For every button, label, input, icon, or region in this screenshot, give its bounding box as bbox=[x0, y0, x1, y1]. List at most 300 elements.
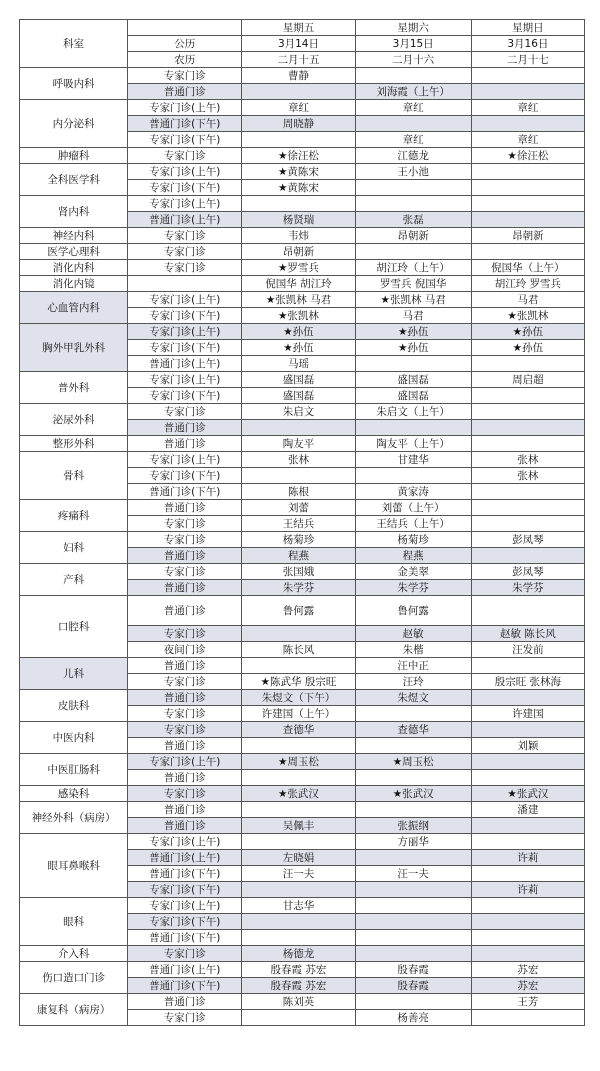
department-name: 眼耳鼻喉科 bbox=[20, 834, 128, 898]
doctor-cell bbox=[242, 802, 355, 818]
department-name: 中医内科 bbox=[20, 722, 128, 754]
clinic-type: 专家门诊(上午) bbox=[128, 898, 242, 914]
doctor-cell bbox=[242, 770, 355, 786]
doctor-cell: ★孙伍 bbox=[242, 324, 355, 340]
doctor-cell bbox=[471, 1010, 584, 1026]
doctor-cell: ★徐汪松 bbox=[242, 148, 355, 164]
clinic-type: 专家门诊(下午) bbox=[128, 882, 242, 898]
doctor-cell: 陈根 bbox=[242, 484, 355, 500]
doctor-cell bbox=[355, 770, 471, 786]
doctor-cell: 殷春霞 苏宏 bbox=[242, 978, 355, 994]
doctor-cell bbox=[471, 898, 584, 914]
department-name: 神经内科 bbox=[20, 228, 128, 244]
doctor-cell: 杨德龙 bbox=[242, 946, 355, 962]
clinic-type: 专家门诊 bbox=[128, 244, 242, 260]
clinic-type: 专家门诊 bbox=[128, 260, 242, 276]
gregorian-date: 3月15日 bbox=[355, 36, 471, 52]
clinic-type: 普通门诊(上午) bbox=[128, 962, 242, 978]
doctor-cell: 汪发前 bbox=[471, 642, 584, 658]
department-name: 全科医学科 bbox=[20, 164, 128, 196]
doctor-cell: 刘蕾（上午） bbox=[355, 500, 471, 516]
schedule-row bbox=[20, 404, 585, 420]
doctor-cell: 王小池 bbox=[355, 164, 471, 180]
doctor-cell bbox=[471, 722, 584, 738]
doctor-cell: 查德华 bbox=[355, 722, 471, 738]
doctor-cell: ★周玉松 bbox=[355, 754, 471, 770]
doctor-cell: 殷春霞 bbox=[355, 962, 471, 978]
doctor-cell bbox=[242, 468, 355, 484]
doctor-cell bbox=[471, 516, 584, 532]
doctor-cell: 周启超 bbox=[471, 372, 584, 388]
department-name: 产科 bbox=[20, 564, 128, 596]
schedule-row bbox=[20, 244, 585, 260]
doctor-cell bbox=[355, 468, 471, 484]
schedule-row bbox=[20, 68, 585, 84]
doctor-cell: 张振纲 bbox=[355, 818, 471, 834]
doctor-cell: 许建国（上午） bbox=[242, 706, 355, 722]
doctor-cell: ★孙伍 bbox=[471, 324, 584, 340]
clinic-type: 普通门诊(下午) bbox=[128, 484, 242, 500]
doctor-cell bbox=[471, 356, 584, 372]
doctor-cell: 陈刘英 bbox=[242, 994, 355, 1010]
department-name: 内分泌科 bbox=[20, 100, 128, 148]
department-name: 妇科 bbox=[20, 532, 128, 564]
doctor-cell: 张林 bbox=[471, 452, 584, 468]
doctor-cell bbox=[242, 196, 355, 212]
doctor-cell: ★孙伍 bbox=[471, 340, 584, 356]
doctor-cell: 倪国华 胡江玲 bbox=[242, 276, 355, 292]
schedule-wrapper bbox=[19, 19, 585, 1026]
doctor-cell bbox=[242, 626, 355, 642]
schedule-row bbox=[20, 962, 585, 978]
department-name: 肿瘤科 bbox=[20, 148, 128, 164]
doctor-cell: 殷春霞 苏宏 bbox=[242, 962, 355, 978]
doctor-cell bbox=[471, 68, 584, 84]
doctor-cell: 甘建华 bbox=[355, 452, 471, 468]
doctor-cell bbox=[471, 404, 584, 420]
doctor-cell: 彭凤琴 bbox=[471, 564, 584, 580]
doctor-cell bbox=[471, 548, 584, 564]
dept-column-header: 科室 bbox=[20, 20, 128, 68]
clinic-type: 专家门诊(上午) bbox=[128, 324, 242, 340]
gregorian-label: 公历 bbox=[128, 36, 242, 52]
doctor-cell: 朱启文 bbox=[242, 404, 355, 420]
doctor-cell: ★张凯林 马君 bbox=[242, 292, 355, 308]
doctor-cell bbox=[355, 244, 471, 260]
schedule-row bbox=[20, 500, 585, 516]
doctor-cell: 杨善亮 bbox=[355, 1010, 471, 1026]
doctor-cell bbox=[471, 914, 584, 930]
doctor-cell: 朱学芬 bbox=[471, 580, 584, 596]
doctor-cell bbox=[471, 690, 584, 706]
clinic-type: 专家门诊(下午) bbox=[128, 308, 242, 324]
doctor-cell bbox=[471, 930, 584, 946]
doctor-cell: 张林 bbox=[471, 468, 584, 484]
doctor-cell: 王结兵 bbox=[242, 516, 355, 532]
clinic-type: 普通门诊(上午) bbox=[128, 850, 242, 866]
department-name: 骨科 bbox=[20, 452, 128, 500]
doctor-cell bbox=[471, 180, 584, 196]
doctor-cell: 汪玲 bbox=[355, 674, 471, 690]
clinic-type: 专家门诊(下午) bbox=[128, 132, 242, 148]
department-name: 中医肛肠科 bbox=[20, 754, 128, 786]
doctor-cell: ★黄陈宋 bbox=[242, 180, 355, 196]
doctor-cell: 汪一夫 bbox=[355, 866, 471, 882]
doctor-cell: 昂朝新 bbox=[242, 244, 355, 260]
clinic-type: 夜间门诊 bbox=[128, 642, 242, 658]
doctor-cell: 汪中正 bbox=[355, 658, 471, 674]
clinic-type: 专家门诊(上午) bbox=[128, 754, 242, 770]
clinic-type: 专家门诊 bbox=[128, 404, 242, 420]
doctor-cell bbox=[355, 994, 471, 1010]
schedule-row bbox=[20, 196, 585, 212]
schedule-row bbox=[20, 532, 585, 548]
doctor-cell bbox=[471, 484, 584, 500]
doctor-cell bbox=[242, 84, 355, 100]
department-name: 消化内镜 bbox=[20, 276, 128, 292]
doctor-cell bbox=[471, 420, 584, 436]
schedule-row bbox=[20, 690, 585, 706]
doctor-cell: 甘志华 bbox=[242, 898, 355, 914]
clinic-type: 普通门诊 bbox=[128, 658, 242, 674]
doctor-cell: 吴佩丰 bbox=[242, 818, 355, 834]
doctor-cell bbox=[471, 196, 584, 212]
doctor-cell bbox=[471, 866, 584, 882]
doctor-cell bbox=[355, 930, 471, 946]
schedule-row bbox=[20, 324, 585, 340]
department-name: 口腔科 bbox=[20, 596, 128, 658]
doctor-cell: 江德龙 bbox=[355, 148, 471, 164]
doctor-cell bbox=[242, 132, 355, 148]
schedule-row bbox=[20, 260, 585, 276]
doctor-cell: 苏宏 bbox=[471, 962, 584, 978]
doctor-cell bbox=[471, 754, 584, 770]
doctor-cell bbox=[471, 946, 584, 962]
clinic-type: 普通门诊 bbox=[128, 84, 242, 100]
doctor-cell bbox=[355, 116, 471, 132]
schedule-row bbox=[20, 834, 585, 850]
doctor-cell bbox=[471, 212, 584, 228]
header-row-days bbox=[20, 20, 585, 36]
clinic-type: 普通门诊 bbox=[128, 690, 242, 706]
doctor-cell: 杨菊珍 bbox=[355, 532, 471, 548]
lunar-date: 二月十六 bbox=[355, 52, 471, 68]
doctor-cell: 程燕 bbox=[355, 548, 471, 564]
clinic-type: 普通门诊 bbox=[128, 500, 242, 516]
doctor-cell: 昂朝新 bbox=[355, 228, 471, 244]
doctor-cell: 胡江玲（上午） bbox=[355, 260, 471, 276]
clinic-type: 专家门诊 bbox=[128, 148, 242, 164]
doctor-cell bbox=[355, 738, 471, 754]
doctor-cell: 朱煜文 bbox=[355, 690, 471, 706]
doctor-cell: 陶友平（上午） bbox=[355, 436, 471, 452]
schedule-row bbox=[20, 596, 585, 626]
doctor-cell: 倪国华（上午） bbox=[471, 260, 584, 276]
clinic-type: 专家门诊(上午) bbox=[128, 452, 242, 468]
doctor-cell: ★张武汉 bbox=[242, 786, 355, 802]
clinic-type bbox=[128, 276, 242, 292]
clinic-type: 专家门诊(下午) bbox=[128, 914, 242, 930]
doctor-cell bbox=[471, 834, 584, 850]
day-header: 星期六 bbox=[355, 20, 471, 36]
clinic-type: 专家门诊 bbox=[128, 564, 242, 580]
doctor-cell: 许莉 bbox=[471, 850, 584, 866]
lunar-date: 二月十五 bbox=[242, 52, 355, 68]
clinic-type: 专家门诊(下午) bbox=[128, 388, 242, 404]
clinic-type: 专家门诊 bbox=[128, 532, 242, 548]
doctor-cell: 章红 bbox=[471, 100, 584, 116]
schedule-row bbox=[20, 658, 585, 674]
department-name: 眼科 bbox=[20, 898, 128, 946]
department-name: 胸外甲乳外科 bbox=[20, 324, 128, 372]
doctor-cell: 王结兵（上午） bbox=[355, 516, 471, 532]
doctor-cell: 殷春霞 bbox=[355, 978, 471, 994]
doctor-cell: 曹静 bbox=[242, 68, 355, 84]
schedule-row bbox=[20, 228, 585, 244]
doctor-cell bbox=[471, 116, 584, 132]
clinic-type: 普通门诊 bbox=[128, 994, 242, 1010]
doctor-cell bbox=[471, 500, 584, 516]
schedule-row bbox=[20, 372, 585, 388]
clinic-type: 普通门诊(下午) bbox=[128, 116, 242, 132]
doctor-cell: 张国娥 bbox=[242, 564, 355, 580]
doctor-cell bbox=[471, 770, 584, 786]
doctor-cell: 韦炜 bbox=[242, 228, 355, 244]
clinic-type: 专家门诊(下午) bbox=[128, 468, 242, 484]
doctor-cell: 朱启文（上午） bbox=[355, 404, 471, 420]
doctor-cell: 王芳 bbox=[471, 994, 584, 1010]
doctor-cell: 程燕 bbox=[242, 548, 355, 564]
doctor-cell: ★张凯林 bbox=[242, 308, 355, 324]
doctor-cell: 马君 bbox=[471, 292, 584, 308]
doctor-cell: ★张凯林 bbox=[471, 308, 584, 324]
clinic-type: 普通门诊 bbox=[128, 738, 242, 754]
department-name: 儿科 bbox=[20, 658, 128, 690]
doctor-cell: 盛国磊 bbox=[355, 388, 471, 404]
clinic-type: 普通门诊 bbox=[128, 818, 242, 834]
schedule-row bbox=[20, 276, 585, 292]
clinic-type: 专家门诊(上午) bbox=[128, 292, 242, 308]
doctor-cell: 周晓静 bbox=[242, 116, 355, 132]
doctor-cell: 罗雪兵 倪国华 bbox=[355, 276, 471, 292]
doctor-cell: 盛国磊 bbox=[242, 372, 355, 388]
clinic-type: 专家门诊 bbox=[128, 786, 242, 802]
department-name: 普外科 bbox=[20, 372, 128, 404]
department-name: 康复科（病房） bbox=[20, 994, 128, 1026]
doctor-cell: ★孙伍 bbox=[242, 340, 355, 356]
doctor-cell bbox=[471, 658, 584, 674]
clinic-type: 普通门诊 bbox=[128, 770, 242, 786]
doctor-cell: 章红 bbox=[471, 132, 584, 148]
doctor-cell: 刘颖 bbox=[471, 738, 584, 754]
schedule-row bbox=[20, 164, 585, 180]
doctor-cell: 潘建 bbox=[471, 802, 584, 818]
doctor-cell: ★黄陈宋 bbox=[242, 164, 355, 180]
schedule-row bbox=[20, 452, 585, 468]
clinic-type: 普通门诊 bbox=[128, 596, 242, 626]
clinic-type: 专家门诊(上午) bbox=[128, 196, 242, 212]
clinic-type: 专家门诊(上午) bbox=[128, 834, 242, 850]
doctor-cell: 杨贤瑞 bbox=[242, 212, 355, 228]
gregorian-date: 3月14日 bbox=[242, 36, 355, 52]
doctor-cell bbox=[242, 930, 355, 946]
doctor-cell: 胡江玲 罗雪兵 bbox=[471, 276, 584, 292]
schedule-row bbox=[20, 292, 585, 308]
doctor-cell: 朱学芬 bbox=[355, 580, 471, 596]
lunar-date: 二月十七 bbox=[471, 52, 584, 68]
doctor-cell: 刘蕾 bbox=[242, 500, 355, 516]
doctor-cell: ★罗雪兵 bbox=[242, 260, 355, 276]
doctor-cell: 马君 bbox=[355, 308, 471, 324]
doctor-cell: 朱学芬 bbox=[242, 580, 355, 596]
doctor-cell: 赵敏 陈长风 bbox=[471, 626, 584, 642]
doctor-cell: 赵敏 bbox=[355, 626, 471, 642]
doctor-cell: 汪一夫 bbox=[242, 866, 355, 882]
doctor-cell: ★张武汉 bbox=[471, 786, 584, 802]
doctor-cell: ★周玉松 bbox=[242, 754, 355, 770]
department-name: 医学心理科 bbox=[20, 244, 128, 260]
doctor-cell bbox=[355, 706, 471, 722]
department-name: 神经外科（病房） bbox=[20, 802, 128, 834]
doctor-cell bbox=[242, 420, 355, 436]
doctor-cell bbox=[355, 802, 471, 818]
clinic-type: 专家门诊 bbox=[128, 68, 242, 84]
clinic-type: 普通门诊 bbox=[128, 436, 242, 452]
doctor-cell bbox=[355, 68, 471, 84]
doctor-cell: ★徐汪松 bbox=[471, 148, 584, 164]
department-name: 介入科 bbox=[20, 946, 128, 962]
clinic-type: 专家门诊 bbox=[128, 722, 242, 738]
department-name: 伤口造口门诊 bbox=[20, 962, 128, 994]
doctor-cell: 许建国 bbox=[471, 706, 584, 722]
doctor-cell: 陈长风 bbox=[242, 642, 355, 658]
doctor-cell: 马瑶 bbox=[242, 356, 355, 372]
clinic-type: 专家门诊 bbox=[128, 706, 242, 722]
doctor-cell: 金美翠 bbox=[355, 564, 471, 580]
doctor-cell: 陶友平 bbox=[242, 436, 355, 452]
doctor-cell: ★陈武华 殷宗旺 bbox=[242, 674, 355, 690]
doctor-cell: 张磊 bbox=[355, 212, 471, 228]
doctor-cell: 刘海霞（上午） bbox=[355, 84, 471, 100]
doctor-cell bbox=[471, 436, 584, 452]
doctor-cell: 黄家涛 bbox=[355, 484, 471, 500]
clinic-type: 普通门诊(下午) bbox=[128, 930, 242, 946]
clinic-type: 普通门诊 bbox=[128, 580, 242, 596]
clinic-type: 专家门诊 bbox=[128, 228, 242, 244]
clinic-type: 专家门诊(下午) bbox=[128, 340, 242, 356]
doctor-cell: 苏宏 bbox=[471, 978, 584, 994]
clinic-type: 普通门诊(下午) bbox=[128, 866, 242, 882]
schedule-row bbox=[20, 754, 585, 770]
doctor-cell bbox=[471, 244, 584, 260]
clinic-type: 专家门诊(上午) bbox=[128, 372, 242, 388]
doctor-cell: 朱煜文（下午） bbox=[242, 690, 355, 706]
doctor-cell bbox=[242, 882, 355, 898]
department-name: 肾内科 bbox=[20, 196, 128, 228]
department-name: 疼痛科 bbox=[20, 500, 128, 532]
gregorian-date: 3月16日 bbox=[471, 36, 584, 52]
clinic-schedule-table bbox=[19, 19, 585, 1026]
doctor-cell: 方丽华 bbox=[355, 834, 471, 850]
doctor-cell bbox=[242, 834, 355, 850]
doctor-cell: ★孙伍 bbox=[355, 324, 471, 340]
doctor-cell bbox=[242, 738, 355, 754]
doctor-cell bbox=[471, 596, 584, 626]
doctor-cell: 盛国磊 bbox=[355, 372, 471, 388]
doctor-cell bbox=[242, 1010, 355, 1026]
clinic-type: 普通门诊(上午) bbox=[128, 356, 242, 372]
doctor-cell bbox=[242, 658, 355, 674]
doctor-cell bbox=[355, 196, 471, 212]
doctor-cell bbox=[355, 946, 471, 962]
clinic-type: 专家门诊 bbox=[128, 626, 242, 642]
doctor-cell bbox=[355, 850, 471, 866]
header-blank-cell bbox=[128, 20, 242, 36]
doctor-cell bbox=[242, 914, 355, 930]
schedule-row bbox=[20, 564, 585, 580]
lunar-label: 农历 bbox=[128, 52, 242, 68]
doctor-cell bbox=[355, 914, 471, 930]
doctor-cell bbox=[471, 164, 584, 180]
schedule-row bbox=[20, 898, 585, 914]
doctor-cell: 许莉 bbox=[471, 882, 584, 898]
doctor-cell: 彭凤琴 bbox=[471, 532, 584, 548]
doctor-cell: ★孙伍 bbox=[355, 340, 471, 356]
doctor-cell: ★张武汉 bbox=[355, 786, 471, 802]
doctor-cell bbox=[471, 388, 584, 404]
doctor-cell: 昂朝新 bbox=[471, 228, 584, 244]
doctor-cell: 鲁何露 bbox=[355, 596, 471, 626]
schedule-row bbox=[20, 994, 585, 1010]
day-header: 星期五 bbox=[242, 20, 355, 36]
clinic-type: 专家门诊 bbox=[128, 946, 242, 962]
schedule-row bbox=[20, 946, 585, 962]
day-header: 星期日 bbox=[471, 20, 584, 36]
doctor-cell bbox=[355, 882, 471, 898]
schedule-row bbox=[20, 100, 585, 116]
doctor-cell bbox=[355, 898, 471, 914]
clinic-type: 专家门诊 bbox=[128, 674, 242, 690]
clinic-type: 专家门诊 bbox=[128, 516, 242, 532]
clinic-type: 普通门诊 bbox=[128, 420, 242, 436]
department-name: 泌尿外科 bbox=[20, 404, 128, 436]
clinic-type: 专家门诊(上午) bbox=[128, 100, 242, 116]
department-name: 整形外科 bbox=[20, 436, 128, 452]
clinic-type: 普通门诊(下午) bbox=[128, 978, 242, 994]
department-name: 消化内科 bbox=[20, 260, 128, 276]
doctor-cell bbox=[355, 356, 471, 372]
doctor-cell bbox=[471, 818, 584, 834]
doctor-cell: 章红 bbox=[355, 132, 471, 148]
doctor-cell: 章红 bbox=[242, 100, 355, 116]
department-name: 心血管内科 bbox=[20, 292, 128, 324]
department-name: 呼吸内科 bbox=[20, 68, 128, 100]
doctor-cell: 殷宗旺 张林海 bbox=[471, 674, 584, 690]
clinic-type: 专家门诊(上午) bbox=[128, 164, 242, 180]
doctor-cell: 章红 bbox=[355, 100, 471, 116]
schedule-row bbox=[20, 722, 585, 738]
doctor-cell: 鲁何露 bbox=[242, 596, 355, 626]
doctor-cell: ★张凯林 马君 bbox=[355, 292, 471, 308]
doctor-cell: 盛国磊 bbox=[242, 388, 355, 404]
schedule-row bbox=[20, 436, 585, 452]
clinic-type: 专家门诊(下午) bbox=[128, 180, 242, 196]
doctor-cell: 左晓娟 bbox=[242, 850, 355, 866]
doctor-cell: 朱楷 bbox=[355, 642, 471, 658]
doctor-cell: 查德华 bbox=[242, 722, 355, 738]
clinic-type: 普通门诊 bbox=[128, 548, 242, 564]
doctor-cell bbox=[355, 180, 471, 196]
